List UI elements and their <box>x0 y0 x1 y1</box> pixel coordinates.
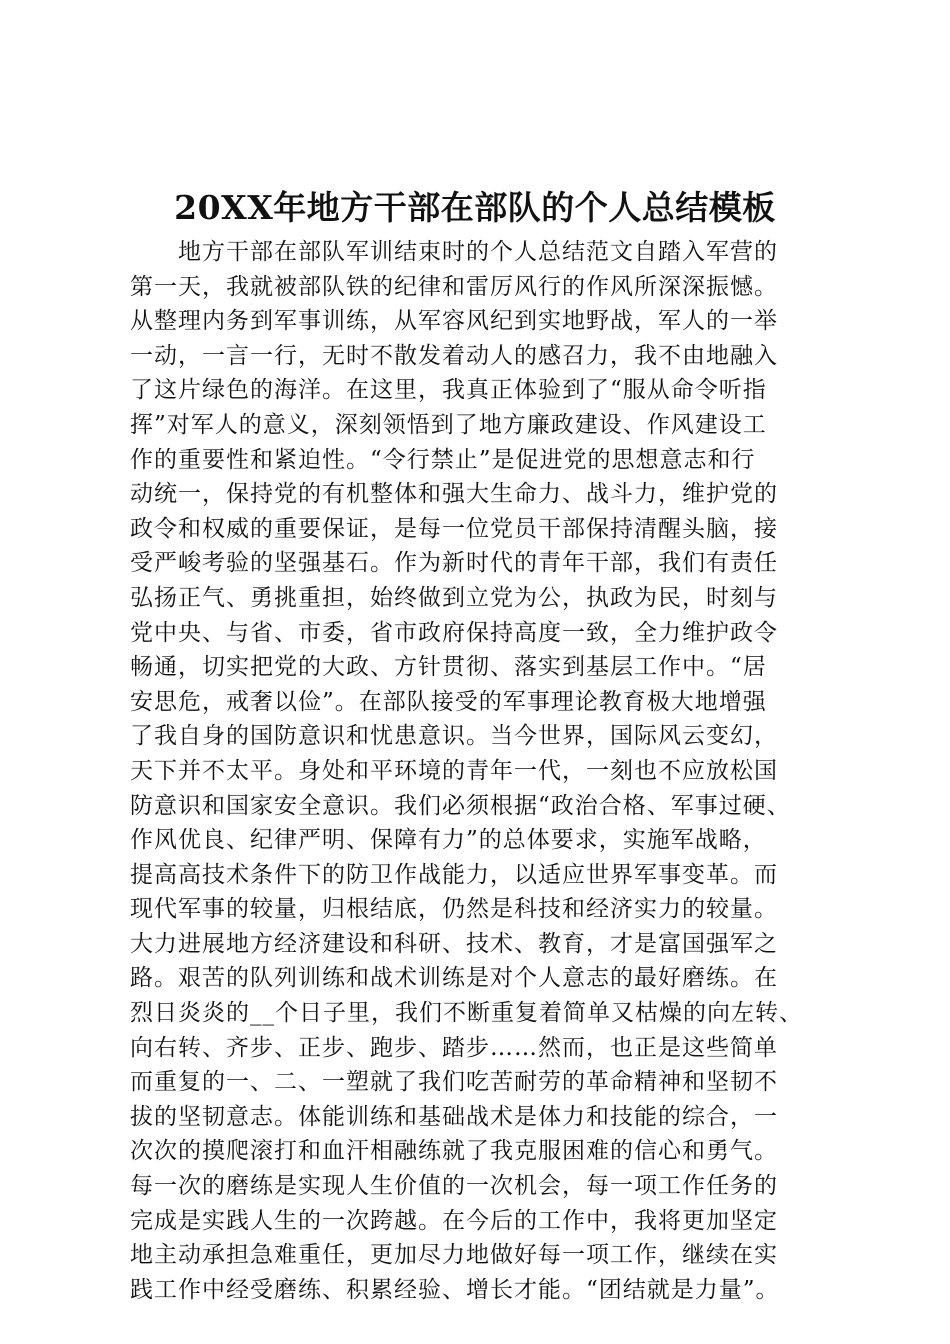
body-line: 党中央、与省、市委，省市政府保持高度一致，全力维护政令 <box>130 619 778 646</box>
body-line: 第一天，我就被部队铁的纪律和雷厉风行的作风所深深振憾。 <box>130 273 778 300</box>
body-line: 作的重要性和紧迫性。“令行禁止”是促进党的思想意志和行 <box>130 446 756 473</box>
body-line: 提高高技术条件下的防卫作战能力，以适应世界军事变革。而 <box>130 861 778 888</box>
body-line: 次次的摸爬滚打和血汗相融练就了我克服困难的信心和勇气。 <box>130 1138 778 1165</box>
body-line: 了这片绿色的海洋。在这里，我真正体验到了“服从命令听指 <box>130 377 767 404</box>
body-line: 了我自身的国防意识和忧患意识。当今世界，国际风云变幻， <box>130 723 778 750</box>
body-line: 地主动承担急难重任，更加尽力地做好每一项工作，继续在实 <box>130 1242 778 1269</box>
body-line: 烈日炎炎的__个日子里，我们不断重复着简单又枯燥的向左转、 <box>130 1000 803 1027</box>
body-line: 一动，一言一行，无时不散发着动人的感召力，我不由地融入 <box>130 342 778 369</box>
body-line: 作风优良、纪律严明、保障有力”的总体要求，实施军战略， <box>130 827 767 854</box>
document-title: 20XX年地方干部在部队的个人总结模板 <box>174 188 776 227</box>
body-line: 挥”对军人的意义，深刻领悟到了地方廉政建设、作风建设工 <box>130 411 767 438</box>
body-line: 大力进展地方经济建设和科研、技术、教育，才是富国强军之 <box>130 930 778 957</box>
body-line: 动统一，保持党的有机整体和强大生命力、战斗力，维护党的 <box>130 481 778 508</box>
body-line: 天下并不太平。身处和平环境的青年一代，一刻也不应放松国 <box>130 757 778 784</box>
body-line: 完成是实践人生的一次跨越。在今后的工作中，我将更加坚定 <box>130 1207 778 1234</box>
body-line: 政令和权威的重要保证，是每一位党员干部保持清醒头脑，接 <box>130 515 778 542</box>
body-line: 安思危，戒奢以俭”。在部队接受的军事理论教育极大地增强 <box>130 688 767 715</box>
document-body <box>130 235 850 1307</box>
body-line: 畅通，切实把党的大政、方针贯彻、落实到基层工作中。“居 <box>130 654 767 681</box>
body-line: 向右转、齐步、正步、跑步、踏步……然而，也正是这些简单 <box>130 1034 778 1061</box>
body-line: 路。艰苦的队列训练和战术训练是对个人意志的最好磨练。在 <box>130 965 778 992</box>
body-line: 践工作中经受磨练、积累经验、增长才能。“团结就是力量”。 <box>130 1276 780 1303</box>
body-line: 现代军事的较量，归根结底，仍然是科技和经济实力的较量。 <box>130 896 778 923</box>
body-line: 弘扬正气、勇挑重担，始终做到立党为公，执政为民，时刻与 <box>130 584 778 611</box>
body-line: 从整理内务到军事训练，从军容风纪到实地野战，军人的一举 <box>130 308 778 335</box>
body-line: 受严峻考验的坚强基石。作为新时代的青年干部，我们有责任 <box>130 550 778 577</box>
body-line: 防意识和国家安全意识。我们必须根据“政治合格、军事过硬、 <box>130 792 791 819</box>
body-line: 拔的坚韧意志。体能训练和基础战术是体力和技能的综合，一 <box>130 1103 778 1130</box>
body-line: 地方干部在部队军训结束时的个人总结范文自踏入军营的 <box>130 239 778 265</box>
body-line: 每一次的磨练是实现人生价值的一次机会，每一项工作任务的 <box>130 1173 778 1200</box>
body-line: 而重复的一、二、一塑就了我们吃苦耐劳的革命精神和坚韧不 <box>130 1069 778 1096</box>
